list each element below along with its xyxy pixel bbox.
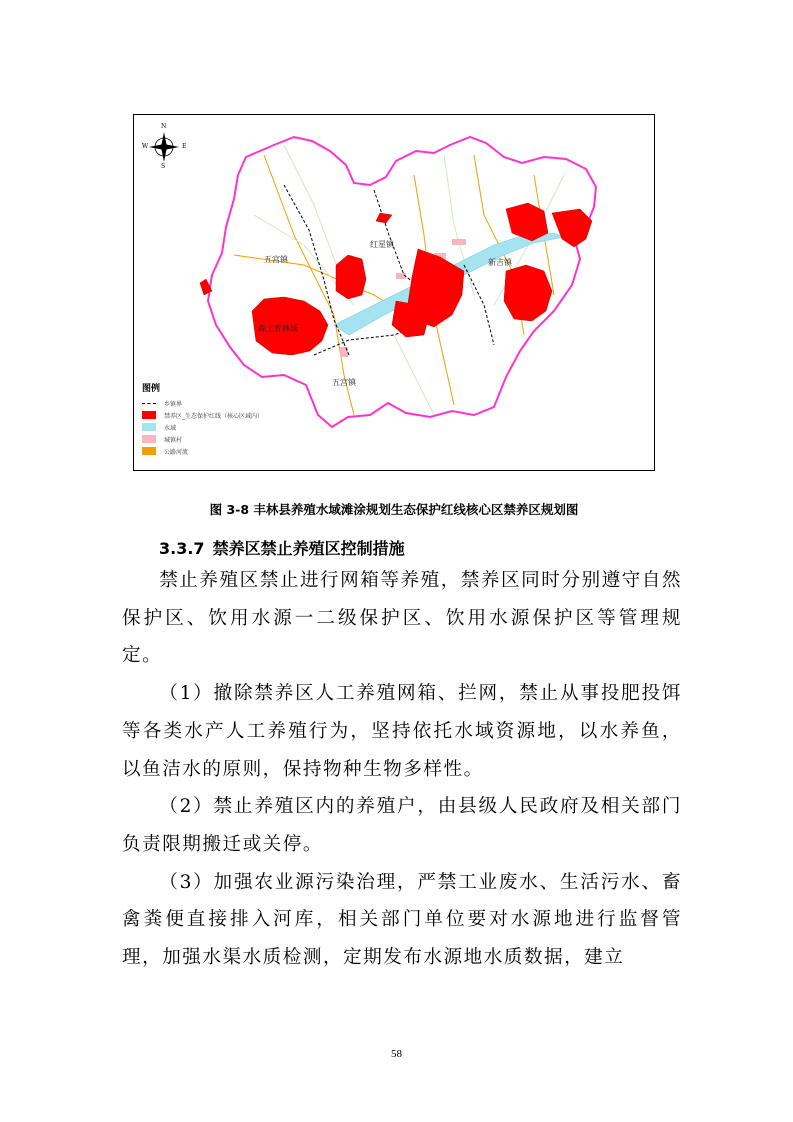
legend-item-forbidden-zone — [142, 409, 312, 421]
page-number: 58 — [391, 1048, 402, 1060]
legend-title: 图例 — [142, 384, 161, 394]
compass-west: W — [142, 143, 149, 150]
compass-south: S — [161, 163, 166, 170]
town-label-hongxing: 红星镇 — [370, 240, 394, 249]
legend-label: 禁养区_生态保护红线（核心区域内） — [164, 412, 264, 420]
town-label-forestry-farm: 森工育林场 — [258, 324, 298, 333]
legend-item-road-river — [142, 445, 312, 457]
legend-label: 水域 — [164, 424, 177, 432]
paragraph: （2）禁止养殖区内的养殖户，由县级人民政府及相关部门负责限期搬迁或关停。 — [122, 796, 682, 855]
compass — [142, 123, 187, 170]
paragraph: 禁止养殖区禁止进行网箱等养殖，禁养区同时分别遵守自然保护区、饮用水源一二级保护区、饮用水源保护区等管理规定。 — [122, 570, 682, 667]
section-heading — [159, 536, 405, 559]
legend-item-settlement — [142, 433, 312, 445]
map-figure — [133, 114, 655, 471]
compass-north: N — [161, 123, 167, 130]
town-label-xinji: 新吉镇 — [488, 258, 512, 267]
figure-caption: 图 3-8 丰林县养殖水域滩涂规划生态保护红线核心区禁养区规划图 — [209, 502, 579, 517]
legend-label: 公路河流 — [164, 448, 189, 456]
legend-item-township-boundary — [142, 397, 312, 409]
body-text — [122, 562, 682, 977]
compass-east: E — [182, 143, 187, 150]
legend-water-swatch — [142, 423, 156, 431]
legend-label: 乡镇界 — [164, 400, 183, 408]
section-number: 3.3.7 — [159, 539, 205, 558]
legend-settlement-swatch — [142, 435, 156, 443]
map-legend — [142, 381, 312, 457]
legend-red-swatch — [142, 411, 156, 419]
legend-road-swatch — [142, 447, 156, 455]
paragraph: （3）加强农业源污染治理，严禁工业废水、生活污水、畜禽粪便直接排入河库，相关部门单位要对水源地进行监督管理，加强水渠水质检测，定期发布水源地水质数据，建立 — [122, 871, 682, 969]
legend-item-water — [142, 421, 312, 433]
town-label-wugong-north: 五宫镇 — [264, 255, 288, 264]
town-label-wugong-south: 五宫镇 — [332, 378, 356, 387]
legend-dashed-line-swatch — [142, 403, 156, 404]
paragraph: （1）撤除禁养区人工养殖网箱、拦网，禁止从事投肥投饵等各类水产人工养殖行为，坚持依托水域资源地，以水养鱼，以鱼洁水的原则，保持物种生物多样性。 — [122, 683, 682, 780]
section-title: 禁养区禁止养殖区控制措施 — [212, 539, 405, 558]
legend-label: 城镇村 — [164, 436, 183, 444]
